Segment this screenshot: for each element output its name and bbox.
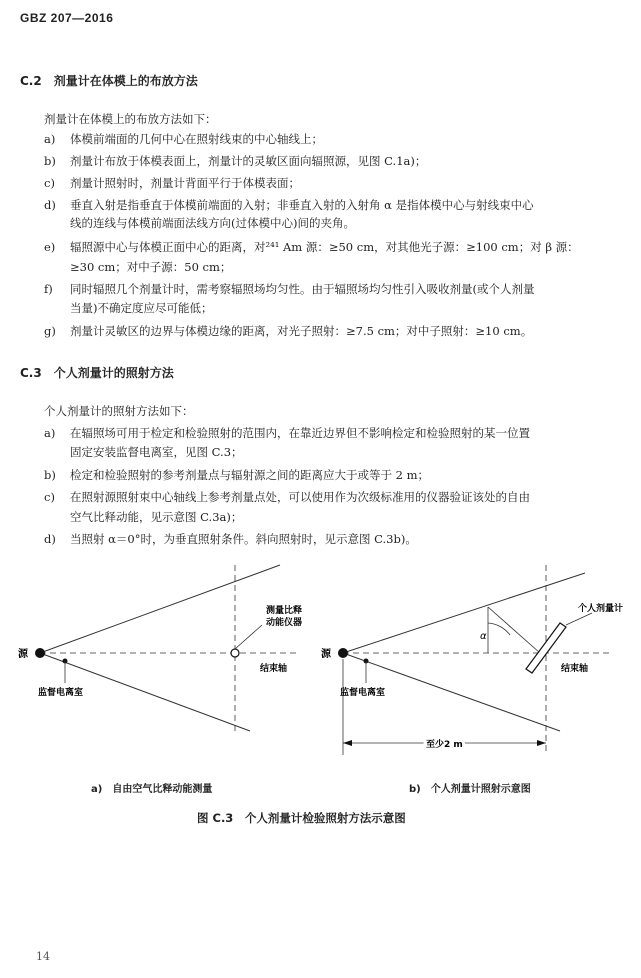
item-text: 垂直入射是指垂直于体模前端面的入射；非垂直入射的入射角 α 是指体模中心与射线束中心 [70,198,534,212]
arrow-right [537,740,546,746]
arrow-left [343,740,352,746]
leader-line [235,625,262,649]
diagram-a [17,565,302,731]
item-label: d) [44,198,56,212]
irradiation-diagram [0,555,641,785]
axis-label: 结束轴 [561,664,589,674]
item-label: b) [44,154,56,168]
item-text: 空气比释动能，见示意图 C.3a)； [70,510,243,524]
item-label: a) [44,426,56,440]
source-label: 源 [321,649,331,660]
monitor-label: 监督电离室 [38,688,84,698]
item-label: e) [44,240,56,254]
instrument-label-line1: 测量比释 [266,606,303,616]
item-text: 体模前端面的几何中心在照射线束的中心轴线上； [70,132,323,146]
item-text: 同时辐照几个剂量计时，需考察辐照场均匀性。由于辐照场均匀性引入吸收剂量(或个人剂量 [70,282,535,296]
item-text: ≥30 cm；对中子源：50 cm； [70,260,232,274]
page-number: 14 [36,950,50,963]
item-text: 在辐照场可用于检定和检验照射的范围内，在靠近边界但不影响检定和检验照射的某一位置 [70,426,530,440]
monitor-label: 监督电离室 [340,688,386,698]
diagram-b [320,565,623,755]
instrument-label-line2: 动能仪器 [266,618,303,628]
figure-caption: 图 C.3 个人剂量计检验照射方法示意图 [197,811,406,825]
item-text: 剂量计布放于体模表面上，剂量计的灵敏区面向辐照源，见图 C.1a)； [70,154,427,168]
source-label: 源 [18,649,28,660]
alpha-ray-line [488,607,540,653]
item-text: 线的连线与体模前端面法线方向(过体模中心)间的夹角。 [70,216,355,230]
item-text: 当照射 α＝0°时，为垂直照射条件。斜向照射时，见示意图 C.3b)。 [70,532,417,546]
item-text: 在照射源照射束中心轴线上参考剂量点处，可以使用作为次级标准用的仪器验证该处的自由 [70,490,530,504]
item-text: 辐照源中心与体模正面中心的距离，对²⁴¹ Am 源：≥50 cm，对其他光子源：≥100 cm；对 β 源： [70,240,579,254]
item-text: 剂量计灵敏区的边界与体模边缘的距离，对光子照射：≥7.5 cm；对中子照射：≥10 cm。 [70,324,533,338]
item-label: c) [44,176,55,190]
document-header: GBZ 207—2016 [20,11,114,25]
item-text: 当量)不确定度应尽可能低； [70,301,213,315]
item-text: 检定和检验照射的参考剂量点与辐射源之间的距离应大于或等于 2 m； [70,468,430,482]
source-point [338,648,348,658]
subcaption-a: a) 自由空气比释动能测量 [91,784,213,795]
leader-line [566,613,592,625]
alpha-label: α [480,631,487,642]
item-label: a) [44,132,56,146]
item-text: 剂量计照射时，剂量计背面平行于体模表面； [70,176,300,190]
alpha-arc [488,623,510,635]
item-text: 固定安装监督电离室，见图 C.3； [70,445,243,459]
section-title-c2: C.2 剂量计在体模上的布放方法 [20,74,198,88]
source-point [35,648,45,658]
item-label: b) [44,468,56,482]
section-title-c3: C.3 个人剂量计的照射方法 [20,366,174,380]
item-label: c) [44,490,55,504]
beam-edge-top [40,565,280,653]
axis-label: 结束轴 [260,664,288,674]
instrument-point [231,649,239,657]
dosimeter-label: 个人剂量计 [578,604,624,614]
section-intro-c3: 个人剂量计的照射方法如下： [44,404,194,418]
item-label: d) [44,532,56,546]
item-label: f) [44,282,53,296]
distance-label: 至少2 m [426,740,463,750]
subcaption-b: b) 个人剂量计照射示意图 [409,784,531,795]
item-label: g) [44,324,56,338]
section-intro-c2: 剂量计在体模上的布放方法如下： [44,112,217,126]
